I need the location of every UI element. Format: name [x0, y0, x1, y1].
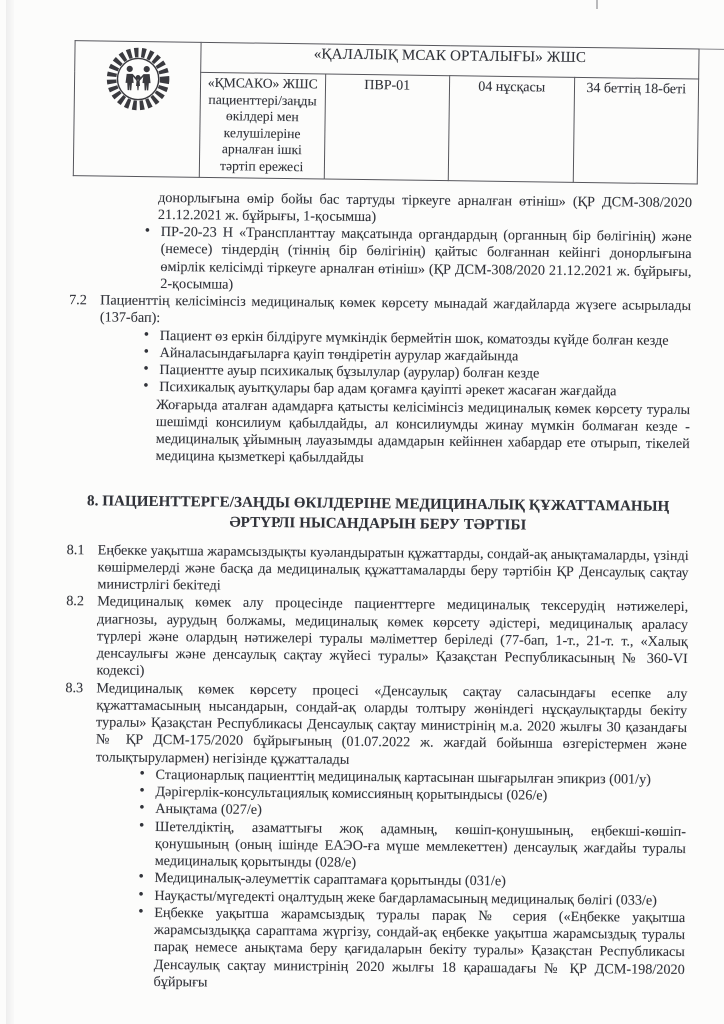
list-item: • Пациентте ауыр психикалық бұзылулар (аурулар) болған кезде: [141, 362, 690, 385]
list-item: • ПР-20-23 Н «Транспланттау мақсатында органдардың (органның бір бөлігінің) және (немесе) тіндердің (тіннің бір бөлігінің) қайтыс болғаннан кейінгі донорлығына өмірлік келісімді тіркеуге арналған өтініш» (ҚР ДСМ-308/2020 21.12.2021 ж. бұйрығы, 2-қосымша): [142, 224, 692, 298]
clause-number: 8.2: [66, 593, 85, 610]
list-item: • Шетелдіктің, азаматтығы жоқ адамның, көшіп-қонушының, еңбекші-көшіп-қонушының (оның ішінде ЕАЭО-ға мүше мемлекеттен) денсаулық жағдайы туралы медициналық қорытынды (028/е): [137, 818, 686, 875]
logo-cell: [73, 41, 201, 177]
clause-number: 8.1: [66, 541, 85, 558]
list-item: • Айналасындағыларға қауіп төндіретін аурулар жағдайында: [142, 345, 691, 368]
document-header-table: [73, 40, 700, 184]
clause-text: Медициналық көмек көрсету процесі «Денсаулық сақтау саласындағы есепке алу құжаттамасының нысандарын, сондай-ақ оларды толтыру жөніндегі нұсқаулықтарды бекіту туралы» Қазақстан Республикасы Денсаулық сақтау министрінің м.а. 2020 жылғы 30 қазандағы № ҚР ДСМ-175/2020 бұйрығының (01.07.2022 ж. жағдай бойынша өзгерістермен және толықтырулармен) негізінде құжатталады: [95, 679, 688, 768]
scan-edge-shadow: [6, 0, 14, 1024]
org-title: «ҚАЛАЛЫҚ МСАК ОРТАЛЫҒЫ» ЖШС: [201, 42, 699, 79]
bullet-list-7-1: [142, 224, 692, 298]
document-code: ПВР-01: [324, 74, 450, 180]
document-body: [62, 189, 692, 996]
clause-text: Медициналық көмек алу процесінде пациенттерге медициналық тексерудің нәтижелері, диагнозы, аурудың болжамы, медициналық көмек көрсету әдістері, медициналық араласу түрлері және олардың нәтижелері туралы мәліметтер беріледі (77-бап, 1-т., 21-т. т., «Халық денсаулығы және денсаулық сақтау жүйесі туралы» Қазақстан Республикасының № 360-VI кодексі): [96, 593, 689, 680]
list-item: • Еңбекке уақытша жарамсыздық туралы парақ № серия («Еңбекке уақытша жарамсыздыққа сараптама жүргізу, сондай-ақ еңбекке уақытша жарамсыздық туралы парақ немесе анықтама беру қағидаларын бекіту туралы» Қазақстан Республикасы Денсаулық сақтау министрінің 2020 жылғы 18 қарашадағы № ҚР ДСМ-198/2020 бұйрығы: [135, 905, 685, 997]
continuation-paragraph: донорлығына өмір бойы бас тартуды тіркеуге арналған өтініш» (ҚР ДСМ-308/2020 21.12.2021 ж. бұйрығы, 1-қосымша): [157, 189, 693, 225]
clause-number: 8.3: [65, 679, 84, 696]
document-header-table-wrap: [73, 40, 700, 184]
list-item: • Пациент өз еркін білдіруге мүмкіндік бермейтін шок, коматозды күйде болған кезде: [142, 327, 691, 350]
list-item: • Медициналық-әлеуметтік сараптамаға қорытынды (031/е): [136, 870, 685, 893]
list-item: • Психикалық ауытқулары бар адам қоғамға қауіпті әрекет жасаған жағдайда: [141, 379, 690, 402]
scan-artifact-mark: [596, 0, 598, 9]
clause-number: 7.2: [69, 292, 87, 309]
list-item: • Стационарлық пациенттің медициналық картасынан шығарылған эпикриз (001/у): [137, 767, 686, 790]
clause-8-2: [65, 593, 688, 685]
section-8-heading: 8. ПАЦИЕНТТЕРГЕ/ЗАҢДЫ ӨКІЛДЕРІНЕ МЕДИЦИНАЛЫҚ ҚҰЖАТТАМАНЫҢ ӘРТҮРЛІ НЫСАНДАРЫН БЕРУ ТӘРТІБІ: [86, 492, 670, 534]
list-item: • Науқасты/мүгедекті оңалтудың жеке бағдарламасының медициналық бөлігі (033/е): [136, 887, 685, 910]
document-version: 04 нұсқасы: [448, 76, 574, 182]
clause-text: Пациенттің келісімінсіз медициналық көмек көрсету мынадай жағдайларда жүзеге асырылады (137-бап):: [99, 292, 692, 327]
document-title: «ҚМСАКО» ЖШС пациенттері/заңды өкілдері мен келушілеріне арналған ішкі тәртіп ережесі: [199, 72, 325, 178]
clause-text: Еңбекке уақытша жарамсыздықты куәландыратын құжаттарды, сондай-ақ анықтамаларды, үзінді көшірмелерді және басқа да медициналық құжаттамаларды беру тәртібін ҚР Денсаулық сақтау министрлігі бекітеді: [97, 541, 689, 594]
list-item: • Анықтама (027/е): [137, 801, 686, 824]
note-paragraph-7-2: Жоғарыда аталған адамдарға қатысты келісімінсіз медициналық көмек көрсету туралы шешімді консилиум қабылдайды, ал консилиумды жинау мүмкін болмаған кезде - медициналық ұйымның лауазымды адамдарын кейіннен хабардар ете отырып, тікелей медицина қызметкері қабылдайды: [155, 396, 691, 467]
clause-8-1: [66, 542, 688, 600]
list-item: • Дәрігерлік-консультациялық комиссияның қорытындысы (026/е): [137, 784, 686, 807]
family-emblem-icon: [102, 44, 173, 115]
clause-8-3: [65, 680, 688, 772]
bullet-list-7-2: [141, 327, 691, 401]
page-info: 34 беттің 18-беті: [573, 77, 699, 183]
bullet-list-8-3: [135, 767, 686, 997]
